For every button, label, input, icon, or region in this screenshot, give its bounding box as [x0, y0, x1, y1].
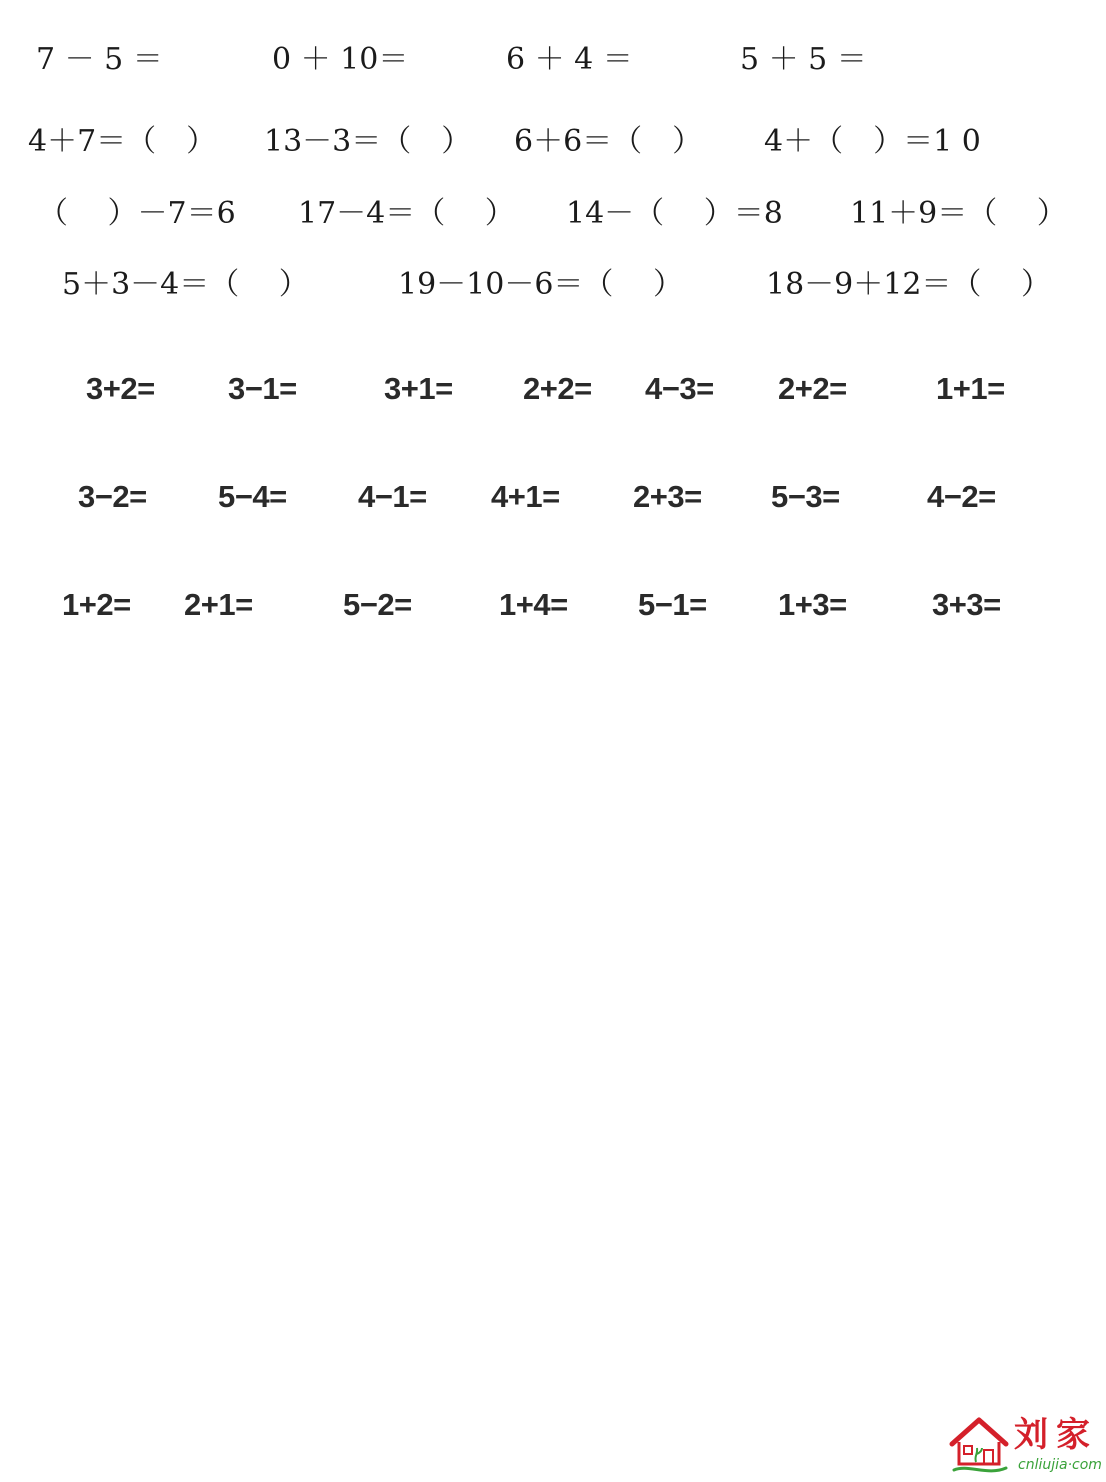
- problem: 3+1=: [384, 371, 453, 406]
- logo-url: cnliujia·com: [1018, 1457, 1102, 1473]
- problem: 6＋6＝（ ）: [514, 124, 703, 159]
- problem: 4−3=: [645, 371, 714, 406]
- problem: 4+1=: [491, 479, 560, 514]
- problem: 3+2=: [86, 371, 155, 406]
- problem: 5−4=: [218, 479, 287, 514]
- problem: 5−2=: [343, 587, 412, 622]
- problem: 4−1=: [358, 479, 427, 514]
- problem: 2+1=: [184, 587, 253, 622]
- problem: 17－4＝（ ）: [298, 196, 515, 231]
- problem: 5＋3－4＝（ ）: [62, 267, 309, 302]
- problem: 4＋（ ）＝1 0: [764, 124, 981, 159]
- problem: 11＋9＝（ ）: [850, 196, 1067, 231]
- problem: 14－（ ）＝8: [566, 196, 783, 231]
- problem: 3+3=: [932, 587, 1001, 622]
- problem-row-3: [0, 192, 1106, 236]
- problem: 5 ＋ 5 ＝: [740, 42, 867, 77]
- problem: 13－3＝（ ）: [264, 124, 472, 159]
- logo-text: 刘家: [1014, 1415, 1098, 1455]
- problem-row-7: [0, 583, 1106, 627]
- problem: 5−3=: [771, 479, 840, 514]
- house-logo-icon: [948, 1414, 1010, 1476]
- problem: 2+2=: [778, 371, 847, 406]
- problem: 4−2=: [927, 479, 996, 514]
- problem: 1+4=: [499, 587, 568, 622]
- problem-row-5: [0, 367, 1106, 411]
- problem: 1+3=: [778, 587, 847, 622]
- problem: 2+3=: [633, 479, 702, 514]
- problem: 1+1=: [936, 371, 1005, 406]
- watermark-logo: [948, 1414, 1102, 1478]
- problem: 0 ＋ 10＝: [272, 42, 409, 77]
- problem: 19－10－6＝（ ）: [398, 267, 683, 302]
- problem: 4＋7＝（ ）: [28, 124, 217, 159]
- problem: 3−2=: [78, 479, 147, 514]
- problem: 1+2=: [62, 587, 131, 622]
- problem-row-1: [0, 38, 1106, 82]
- problem: 7 － 5 ＝: [36, 42, 163, 77]
- problem: 2+2=: [523, 371, 592, 406]
- problem: 6 ＋ 4 ＝: [506, 42, 633, 77]
- problem: 18－9＋12＝（ ）: [766, 267, 1051, 302]
- problem: 3−1=: [228, 371, 297, 406]
- problem-row-2: [0, 120, 1106, 164]
- problem-row-6: [0, 475, 1106, 519]
- problem-row-4: [0, 263, 1106, 307]
- problem: 5−1=: [638, 587, 707, 622]
- problem: （ ）－7＝6: [38, 196, 236, 231]
